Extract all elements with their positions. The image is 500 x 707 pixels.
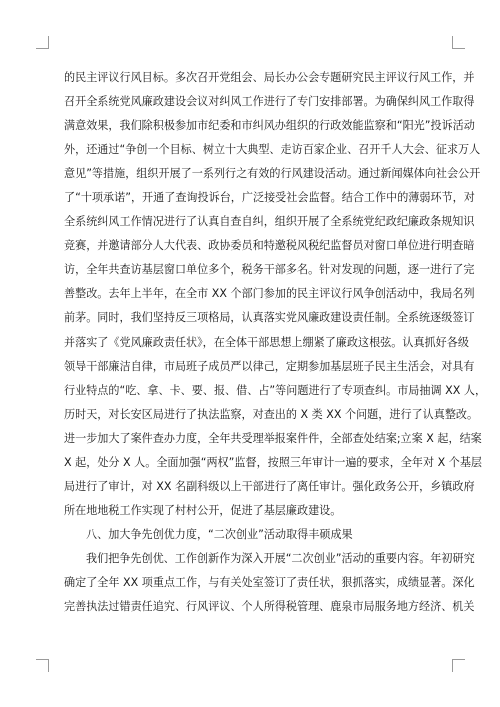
text-line: 了“十项承诺”，开通了查询投诉台，广泛接受社会监督。结合工作中的薄弱环节，对 — [64, 191, 475, 205]
text-line: 所在地地税工作实现了村村公开，促进了基层廉政建设。 — [64, 503, 342, 517]
text-line: 进一步加大了案件查办力度，全年共受理举报案件件，全部查处结案;立案 X 起，结案 — [64, 431, 482, 445]
crop-mark-top-left — [36, 36, 49, 49]
text-line: 我们把争先创优、工作创新作为深入开展“二次创业”活动的重要内容。年初研究 — [86, 551, 475, 565]
text-line: 全系统纠风工作情况进行了认真自查自纠，组织开展了全系统党纪政纪廉政条规知识 — [64, 215, 475, 229]
text-line: 局进行了审计，对 XX 名副科级以上干部进行了离任审计。强化政务公开，乡镇政府 — [64, 479, 475, 493]
text-line: 前茅。同时，我们坚持反三项格局，认真落实党风廉政建设责任制。全系统逐级签订 — [64, 311, 475, 325]
text-line: 完善执法过错责任追究、行风评议、个人所得税管理、鹿泉市局服务地方经济、机关 — [64, 600, 475, 614]
text-line: 善整改。去年上半年，在全市 XX 个部门参加的民主评议行风争创活动中，我局名列 — [64, 287, 475, 301]
text-line: 行业特点的“吃、拿、卡、要、报、借、占”等问题进行了专项查纠。市局抽调 XX 人， — [64, 383, 487, 397]
text-line: X 起，处分 X 人。全面加强“两权”监督，按照三年审计一遍的要求，全年对 X 个基层 — [64, 455, 483, 469]
text-line: 竞赛，并邀请部分人大代表、政协委员和特邀税风税纪监督员对窗口单位进行明查暗 — [64, 239, 475, 253]
text-line: 召开全系统党风廉政建设会议对纠风工作进行了专门安排部署。为确保纠风工作取得 — [64, 95, 475, 109]
crop-mark-bottom-right — [452, 659, 465, 672]
text-line: 意见”等措施，组织开展了一系列行之有效的行风建设活动。通过新闻媒体向社会公开 — [64, 167, 481, 181]
text-line: 满意效果，我们除积极参加市纪委和市纠风办组织的行政效能监察和“阳光”投诉活动 — [64, 119, 475, 133]
text-line: 外，还通过“争创一个目标、树立十大典型、走访百家企业、召开千人大会、征求万人 — [64, 143, 481, 157]
text-line: 历时天，对长安区局进行了执法监察，对查出的 X 类 XX 个问题，进行了认真整改。 — [64, 407, 479, 421]
text-line: 并落实了《党风廉政责任状》，在全体干部思想上绷紧了廉政这根弦。认真抓好各级 — [64, 335, 469, 349]
text-line: 确定了全年 XX 项重点工作，与有关处室签订了责任状，狠抓落实，成绩显著。深化 — [64, 575, 475, 589]
document-body — [64, 66, 487, 619]
text-line: 的民主评议行风目标。多次召开党组会、局长办公会专题研究民主评议行风工作，并 — [64, 71, 475, 84]
crop-mark-top-right — [452, 36, 465, 49]
text-line: 访，全年共查访基层窗口单位多个，税务干部多名。针对发现的问题，逐一进行了完 — [64, 263, 475, 277]
crop-mark-bottom-left — [36, 659, 49, 672]
section-heading: 八、加大争先创优力度，“二次创业”活动取得丰硕成果 — [86, 527, 353, 541]
text-line: 领导干部廉洁自律，市局班子成员严以律己，定期参加基层班子民主生活会，对具有 — [64, 359, 475, 373]
